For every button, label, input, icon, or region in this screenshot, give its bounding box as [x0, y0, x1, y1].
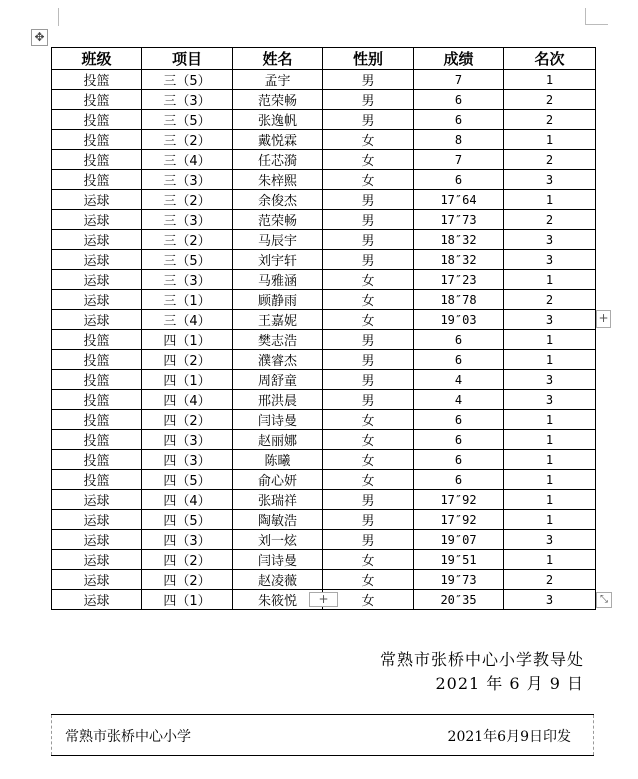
- table-row: [52, 550, 596, 570]
- cell-class: 投篮: [52, 90, 142, 110]
- cell-score: 20″35: [414, 590, 504, 610]
- table-row: [52, 570, 596, 590]
- cell-class: 投篮: [52, 450, 142, 470]
- cell-event: 四（3）: [142, 450, 233, 470]
- cell-rank: 1: [504, 70, 596, 90]
- cell-class: 投篮: [52, 470, 142, 490]
- cell-gender: 女: [323, 450, 414, 470]
- cell-class: 投篮: [52, 430, 142, 450]
- results-table: [51, 47, 596, 610]
- cell-gender: 女: [323, 550, 414, 570]
- cell-class: 投篮: [52, 350, 142, 370]
- cell-rank: 1: [504, 490, 596, 510]
- cell-score: 17″64: [414, 190, 504, 210]
- cell-score: 6: [414, 410, 504, 430]
- table-resize-icon[interactable]: ⤡: [596, 592, 612, 608]
- cell-score: 17″23: [414, 270, 504, 290]
- cell-event: 四（2）: [142, 570, 233, 590]
- cell-name: 马雅涵: [233, 270, 323, 290]
- cell-event: 三（5）: [142, 70, 233, 90]
- table-row: [52, 150, 596, 170]
- table-row: [52, 490, 596, 510]
- header-gender: 性别: [323, 48, 414, 70]
- cell-score: 6: [414, 350, 504, 370]
- cell-name: 戴悦霖: [233, 130, 323, 150]
- cell-gender: 女: [323, 170, 414, 190]
- cell-rank: 2: [504, 210, 596, 230]
- cell-score: 6: [414, 90, 504, 110]
- cell-name: 邢洪晨: [233, 390, 323, 410]
- cell-gender: 男: [323, 70, 414, 90]
- table-row: [52, 210, 596, 230]
- cell-event: 三（2）: [142, 230, 233, 250]
- cell-gender: 女: [323, 310, 414, 330]
- cell-gender: 男: [323, 390, 414, 410]
- cell-event: 三（3）: [142, 90, 233, 110]
- cell-gender: 男: [323, 530, 414, 550]
- table-row: [52, 430, 596, 450]
- cell-name: 闫诗曼: [233, 410, 323, 430]
- cell-rank: 1: [504, 350, 596, 370]
- cell-rank: 3: [504, 390, 596, 410]
- cell-event: 四（2）: [142, 350, 233, 370]
- table-row: [52, 230, 596, 250]
- cell-rank: 3: [504, 170, 596, 190]
- table-row: [52, 390, 596, 410]
- cell-score: 6: [414, 430, 504, 450]
- cell-class: 运球: [52, 530, 142, 550]
- cell-name: 余俊杰: [233, 190, 323, 210]
- cell-event: 四（3）: [142, 530, 233, 550]
- table-row: [52, 310, 596, 330]
- cell-gender: 男: [323, 90, 414, 110]
- footer-left-guide: [51, 715, 53, 755]
- cell-name: 张瑞祥: [233, 490, 323, 510]
- cell-name: 濮睿杰: [233, 350, 323, 370]
- header-event: 项目: [142, 48, 233, 70]
- cell-score: 17″73: [414, 210, 504, 230]
- cell-event: 四（2）: [142, 410, 233, 430]
- cell-name: 赵丽娜: [233, 430, 323, 450]
- cell-name: 顾静雨: [233, 290, 323, 310]
- cell-rank: 1: [504, 190, 596, 210]
- header-score: 成绩: [414, 48, 504, 70]
- cell-event: 四（4）: [142, 490, 233, 510]
- footer-bar: [51, 714, 594, 756]
- cell-name: 俞心妍: [233, 470, 323, 490]
- table-row: [52, 190, 596, 210]
- cell-score: 18″78: [414, 290, 504, 310]
- cell-event: 三（5）: [142, 110, 233, 130]
- cell-rank: 3: [504, 590, 596, 610]
- table-row: [52, 450, 596, 470]
- cell-name: 刘一炫: [233, 530, 323, 550]
- cell-class: 运球: [52, 210, 142, 230]
- cell-gender: 女: [323, 410, 414, 430]
- cell-class: 投篮: [52, 170, 142, 190]
- cell-rank: 1: [504, 510, 596, 530]
- cell-class: 运球: [52, 290, 142, 310]
- cell-gender: 女: [323, 470, 414, 490]
- cell-class: 运球: [52, 510, 142, 530]
- table-row: [52, 70, 596, 90]
- signature-org: 常熟市张桥中心小学教导处: [379, 650, 584, 669]
- crop-mark-top-right: [585, 8, 608, 25]
- footer-issue-date: 2021年6月9日印发: [447, 729, 571, 745]
- cell-event: 四（4）: [142, 390, 233, 410]
- cell-event: 四（3）: [142, 430, 233, 450]
- cell-class: 运球: [52, 250, 142, 270]
- cell-gender: 男: [323, 370, 414, 390]
- cell-event: 三（3）: [142, 270, 233, 290]
- cell-class: 运球: [52, 550, 142, 570]
- cell-gender: 女: [323, 130, 414, 150]
- table-move-handle-icon[interactable]: ✥: [31, 29, 48, 46]
- cell-event: 三（3）: [142, 210, 233, 230]
- cell-gender: 女: [323, 570, 414, 590]
- cell-name: 朱筱悦: [233, 590, 323, 610]
- add-row-button[interactable]: +: [309, 592, 338, 607]
- cell-event: 三（5）: [142, 250, 233, 270]
- add-column-button[interactable]: +: [596, 310, 611, 328]
- cell-gender: 男: [323, 250, 414, 270]
- cell-rank: 1: [504, 330, 596, 350]
- cell-name: 孟宇: [233, 70, 323, 90]
- cell-score: 19″73: [414, 570, 504, 590]
- cell-name: 闫诗曼: [233, 550, 323, 570]
- table-row: [52, 330, 596, 350]
- cell-score: 4: [414, 390, 504, 410]
- cell-gender: 男: [323, 510, 414, 530]
- cell-rank: 3: [504, 370, 596, 390]
- table-row: [52, 90, 596, 110]
- cell-name: 范荣畅: [233, 90, 323, 110]
- cell-score: 19″07: [414, 530, 504, 550]
- header-rank: 名次: [504, 48, 596, 70]
- cell-event: 四（1）: [142, 590, 233, 610]
- cell-gender: 男: [323, 190, 414, 210]
- cell-name: 马辰宇: [233, 230, 323, 250]
- cell-event: 三（4）: [142, 310, 233, 330]
- cell-score: 17″92: [414, 490, 504, 510]
- cell-rank: 2: [504, 110, 596, 130]
- cell-rank: 1: [504, 410, 596, 430]
- crop-mark-top-left: [38, 8, 59, 26]
- cell-rank: 2: [504, 290, 596, 310]
- cell-event: 三（2）: [142, 190, 233, 210]
- cell-class: 运球: [52, 190, 142, 210]
- table-row: [52, 170, 596, 190]
- signature-date: 2021 年 6 月 9 日: [435, 674, 584, 693]
- header-class: 班级: [52, 48, 142, 70]
- cell-score: 7: [414, 150, 504, 170]
- cell-event: 三（1）: [142, 290, 233, 310]
- cell-score: 19″51: [414, 550, 504, 570]
- cell-class: 运球: [52, 310, 142, 330]
- cell-rank: 1: [504, 550, 596, 570]
- cell-score: 6: [414, 330, 504, 350]
- table-row: [52, 470, 596, 490]
- cell-score: 7: [414, 70, 504, 90]
- cell-rank: 1: [504, 470, 596, 490]
- cell-event: 四（2）: [142, 550, 233, 570]
- cell-score: 6: [414, 470, 504, 490]
- cell-rank: 3: [504, 230, 596, 250]
- cell-class: 运球: [52, 230, 142, 250]
- cell-gender: 女: [323, 270, 414, 290]
- cell-class: 投篮: [52, 150, 142, 170]
- cell-name: 周舒童: [233, 370, 323, 390]
- cell-class: 投篮: [52, 390, 142, 410]
- table-row: [52, 270, 596, 290]
- cell-gender: 男: [323, 330, 414, 350]
- cell-name: 张逸帆: [233, 110, 323, 130]
- cell-event: 四（5）: [142, 510, 233, 530]
- cell-gender: 女: [323, 590, 414, 610]
- footer-school: 常熟市张桥中心小学: [65, 729, 191, 745]
- cell-score: 4: [414, 370, 504, 390]
- cell-class: 投篮: [52, 410, 142, 430]
- cell-rank: 2: [504, 150, 596, 170]
- cell-class: 运球: [52, 590, 142, 610]
- cell-class: 运球: [52, 490, 142, 510]
- table-row: [52, 110, 596, 130]
- table-header-row: [52, 48, 596, 70]
- cell-gender: 女: [323, 150, 414, 170]
- cell-event: 三（3）: [142, 170, 233, 190]
- cell-score: 6: [414, 450, 504, 470]
- cell-class: 投篮: [52, 370, 142, 390]
- header-name: 姓名: [233, 48, 323, 70]
- cell-score: 18″32: [414, 230, 504, 250]
- cell-class: 运球: [52, 570, 142, 590]
- cell-score: 6: [414, 170, 504, 190]
- cell-rank: 2: [504, 90, 596, 110]
- cell-rank: 2: [504, 570, 596, 590]
- cell-gender: 男: [323, 350, 414, 370]
- cell-score: 19″03: [414, 310, 504, 330]
- table-row: [52, 410, 596, 430]
- cell-class: 投篮: [52, 330, 142, 350]
- cell-event: 三（2）: [142, 130, 233, 150]
- cell-rank: 3: [504, 250, 596, 270]
- table-row: [52, 350, 596, 370]
- cell-name: 陶敏浩: [233, 510, 323, 530]
- cell-gender: 女: [323, 430, 414, 450]
- cell-name: 陈曦: [233, 450, 323, 470]
- cell-score: 17″92: [414, 510, 504, 530]
- cell-gender: 男: [323, 490, 414, 510]
- footer-right-guide: [592, 715, 594, 755]
- cell-rank: 1: [504, 130, 596, 150]
- cell-name: 朱梓熙: [233, 170, 323, 190]
- table-row: [52, 130, 596, 150]
- cell-rank: 1: [504, 450, 596, 470]
- table-row: [52, 370, 596, 390]
- table-body: [52, 70, 596, 610]
- table-row: [52, 250, 596, 270]
- table-row: [52, 510, 596, 530]
- cell-class: 投篮: [52, 110, 142, 130]
- cell-rank: 3: [504, 310, 596, 330]
- cell-gender: 男: [323, 230, 414, 250]
- cell-name: 任芯漪: [233, 150, 323, 170]
- cell-event: 三（4）: [142, 150, 233, 170]
- cell-name: 范荣畅: [233, 210, 323, 230]
- cell-event: 四（1）: [142, 330, 233, 350]
- cell-score: 18″32: [414, 250, 504, 270]
- cell-event: 四（5）: [142, 470, 233, 490]
- cell-rank: 1: [504, 270, 596, 290]
- cell-class: 运球: [52, 270, 142, 290]
- cell-name: 樊志浩: [233, 330, 323, 350]
- cell-rank: 3: [504, 530, 596, 550]
- cell-score: 6: [414, 110, 504, 130]
- cell-gender: 女: [323, 290, 414, 310]
- cell-gender: 男: [323, 110, 414, 130]
- cell-class: 投篮: [52, 130, 142, 150]
- cell-class: 投篮: [52, 70, 142, 90]
- cell-gender: 男: [323, 210, 414, 230]
- table-row: [52, 530, 596, 550]
- cell-score: 8: [414, 130, 504, 150]
- cell-name: 赵凌薇: [233, 570, 323, 590]
- cell-event: 四（1）: [142, 370, 233, 390]
- cell-name: 王嘉妮: [233, 310, 323, 330]
- cell-name: 刘宇轩: [233, 250, 323, 270]
- cell-rank: 1: [504, 430, 596, 450]
- table-row: [52, 290, 596, 310]
